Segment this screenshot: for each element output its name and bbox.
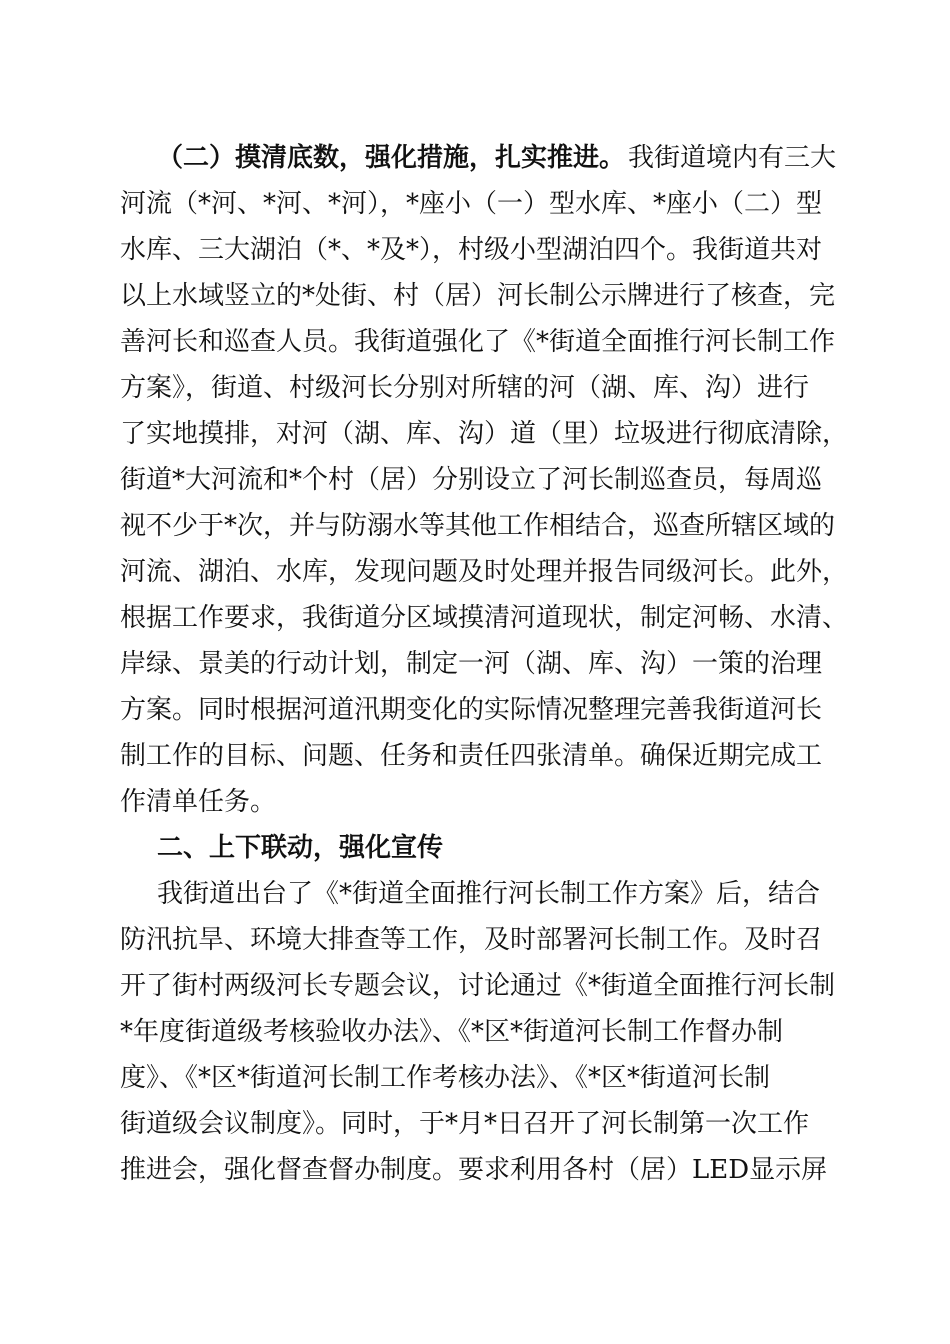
paragraph-line: 作清单任务。 (120, 787, 277, 817)
paragraph-line: 河流（*河、*河、*河），*座小（一）型水库、*座小（二）型 (120, 189, 823, 219)
paragraph-line: 推进会，强化督查督办制度。要求利用各村（居）LED显示屏 (120, 1155, 828, 1185)
paragraph-line: 根据工作要求，我街道分区域摸清河道现状，制定河畅、水清、 (120, 603, 849, 633)
paragraph-line: 岸绿、景美的行动计划，制定一河（湖、库、沟）一策的治理 (120, 649, 823, 679)
paragraph-line: 街道*大河流和*个村（居）分别设立了河长制巡查员，每周巡 (120, 465, 823, 495)
paragraph-line: 度》、《*区*街道河长制工作考核办法》、《*区*街道河长制 (120, 1063, 771, 1093)
paragraph-line: 我街道出台了《*街道全面推行河长制工作方案》后，结合 (157, 879, 821, 909)
section-heading: 二、上下联动，强化宣传 (157, 833, 444, 863)
paragraph-line: *年度街道级考核验收办法》、《*区*街道河长制工作督办制 (120, 1017, 784, 1047)
paragraph-line: 善河长和巡查人员。我街道强化了《*街道全面推行河长制工作 (120, 327, 836, 357)
paragraph-line: 开了街村两级河长专题会议，讨论通过《*街道全面推行河长制 (120, 971, 836, 1001)
paragraph-line: 街道级会议制度》。同时，于*月*日召开了河长制第一次工作 (120, 1109, 810, 1139)
paragraph-line: 水库、三大湖泊（*、*及*），村级小型湖泊四个。我街道共对 (120, 235, 823, 265)
paragraph-line: 我街道境内有三大 (628, 143, 837, 173)
subheading-inline: （二）摸清底数，强化措施，扎实推进。 (157, 143, 626, 173)
paragraph-line: 以上水域竖立的*处街、村（居）河长制公示牌进行了核查，完 (120, 281, 836, 311)
paragraph-line: 河流、湖泊、水库，发现问题及时处理并报告同级河长。此外， (120, 557, 849, 587)
paragraph-line: 了实地摸排，对河（湖、库、沟）道（里）垃圾进行彻底清除， (120, 419, 849, 449)
paragraph-line: 视不少于*次，并与防溺水等其他工作相结合，巡查所辖区域的 (120, 511, 836, 541)
paragraph-line: 防汛抗旱、环境大排查等工作，及时部署河长制工作。及时召 (120, 925, 823, 955)
paragraph-line: 方案》，街道、村级河长分别对所辖的河（湖、库、沟）进行 (120, 373, 810, 403)
paragraph-line: 方案。同时根据河道汛期变化的实际情况整理完善我街道河长 (120, 695, 823, 725)
paragraph-line: 制工作的目标、问题、任务和责任四张清单。确保近期完成工 (120, 741, 823, 771)
